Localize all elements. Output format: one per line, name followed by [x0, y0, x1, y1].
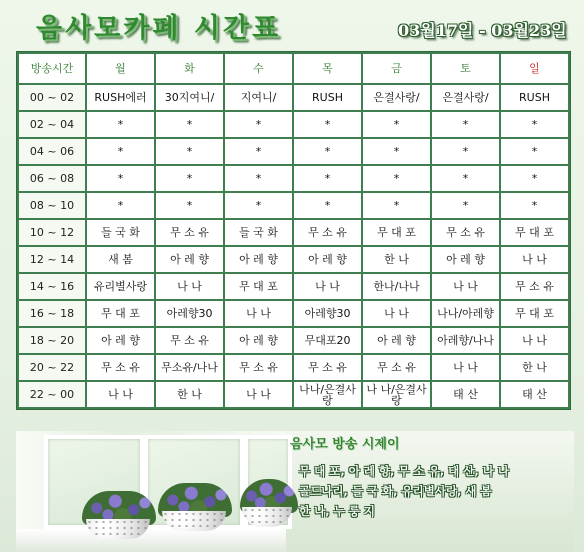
schedule-cell: 태 산 — [501, 382, 568, 407]
schedule-cell: 나 나 — [501, 247, 568, 272]
schedule-cell: 아레향/나나 — [432, 328, 499, 353]
time-slot: 06 ~ 08 — [19, 166, 85, 191]
schedule-cell: * — [294, 112, 361, 137]
header-day: 목 — [294, 54, 361, 83]
schedule-cell: 아 레 향 — [432, 247, 499, 272]
schedule-cell: 무 소 유 — [432, 220, 499, 245]
schedule-row — [19, 274, 568, 299]
schedule-cell: * — [87, 139, 154, 164]
schedule-cell: 무 소 유 — [87, 355, 154, 380]
schedule-cell: * — [87, 193, 154, 218]
schedule-cell: 들 국 화 — [225, 220, 292, 245]
schedule-row — [19, 112, 568, 137]
header-day: 토 — [432, 54, 499, 83]
time-slot: 02 ~ 04 — [19, 112, 85, 137]
schedule-cell: 무대포20 — [294, 328, 361, 353]
schedule-cell: * — [87, 112, 154, 137]
schedule-row — [19, 382, 568, 407]
schedule-cell: 무 대 포 — [501, 301, 568, 326]
schedule-cell: 나 나 — [225, 301, 292, 326]
schedule-cell: 나 나 — [225, 382, 292, 407]
schedule-cell: 무소유/나나 — [156, 355, 223, 380]
schedule-cell: * — [432, 139, 499, 164]
time-slot: 04 ~ 06 — [19, 139, 85, 164]
time-slot: 14 ~ 16 — [19, 274, 85, 299]
schedule-cell: * — [432, 193, 499, 218]
schedule-cell: * — [432, 112, 499, 137]
schedule-cell: * — [501, 193, 568, 218]
schedule-cell: * — [294, 193, 361, 218]
time-slot: 18 ~ 20 — [19, 328, 85, 353]
schedule-row — [19, 301, 568, 326]
schedule-cell: 나 나 — [87, 382, 154, 407]
schedule-cell: 은결사랑/ — [432, 85, 499, 110]
window-picture — [16, 431, 286, 552]
time-slot: 20 ~ 22 — [19, 355, 85, 380]
schedule-cell: 새 봄 — [87, 247, 154, 272]
schedule-cell: 무 소 유 — [156, 220, 223, 245]
time-slot: 10 ~ 12 — [19, 220, 85, 245]
schedule-table — [16, 51, 571, 410]
schedule-cell: * — [156, 139, 223, 164]
schedule-row — [19, 355, 568, 380]
schedule-cell: 지여니/ — [225, 85, 292, 110]
schedule-cell: 무 대 포 — [363, 220, 430, 245]
schedule-cell: 나 나 — [363, 301, 430, 326]
time-slot: 00 ~ 02 — [19, 85, 85, 110]
schedule-cell: 30지여니/ — [156, 85, 223, 110]
schedule-cell: 무 대 포 — [501, 220, 568, 245]
schedule-cell: * — [432, 166, 499, 191]
time-slot: 12 ~ 14 — [19, 247, 85, 272]
schedule-cell: * — [363, 139, 430, 164]
schedule-cell: 아 레 향 — [363, 328, 430, 353]
schedule-cell: 나 나 — [294, 274, 361, 299]
schedule-cell: 한 나 — [156, 382, 223, 407]
date-range: 03월17일 - 03월23일 — [398, 21, 567, 40]
schedule-cell: 나 나 — [156, 274, 223, 299]
schedule-cell: * — [87, 166, 154, 191]
schedule-cell: 무 대 포 — [225, 274, 292, 299]
schedule-cell: * — [363, 193, 430, 218]
schedule-row — [19, 166, 568, 191]
schedule-cell: * — [156, 193, 223, 218]
schedule-cell: 아 레 향 — [225, 247, 292, 272]
schedule-cell: 나 나 — [432, 355, 499, 380]
schedule-cell: 나 나 — [501, 328, 568, 353]
presenter-line: 한 나, 누 룽 지 — [299, 504, 375, 518]
schedule-cell: * — [501, 166, 568, 191]
time-slot: 22 ~ 00 — [19, 382, 85, 407]
schedule-row — [19, 328, 568, 353]
schedule-cell: 무 소 유 — [501, 274, 568, 299]
schedule-cell: * — [225, 193, 292, 218]
time-slot: 16 ~ 18 — [19, 301, 85, 326]
header-time-column: 방송시간 — [19, 54, 85, 83]
time-slot: 08 ~ 10 — [19, 193, 85, 218]
schedule-row — [19, 85, 568, 110]
presenter-line: 골드나리, 들 국 화, 유리별사랑, 새 봄 — [299, 484, 492, 498]
schedule-cell: 아 레 향 — [156, 247, 223, 272]
presenter-title: 음사모 방송 시제이 — [290, 437, 400, 452]
schedule-cell: RUSH — [294, 85, 361, 110]
schedule-cell: * — [363, 112, 430, 137]
schedule-cell: 아레향30 — [156, 301, 223, 326]
schedule-cell: RUSH — [501, 85, 568, 110]
schedule-cell: * — [225, 166, 292, 191]
schedule-cell: 유리별사랑 — [87, 274, 154, 299]
schedule-cell: * — [294, 166, 361, 191]
schedule-cell: RUSH에러 — [87, 85, 154, 110]
schedule-cell: 아레향30 — [294, 301, 361, 326]
schedule-cell: 무 소 유 — [156, 328, 223, 353]
header-day: 금 — [363, 54, 430, 83]
schedule-cell: 무 소 유 — [294, 355, 361, 380]
header-day: 수 — [225, 54, 292, 83]
schedule-row — [19, 247, 568, 272]
schedule-cell: * — [225, 139, 292, 164]
page-title: 음사모카페 시간표 — [36, 13, 282, 44]
schedule-cell: * — [294, 139, 361, 164]
schedule-cell: 한 나 — [501, 355, 568, 380]
presenter-list — [299, 461, 574, 521]
schedule-cell: 무 소 유 — [363, 355, 430, 380]
schedule-cell: * — [363, 166, 430, 191]
schedule-cell: 나 나 — [432, 274, 499, 299]
schedule-cell: 들 국 화 — [87, 220, 154, 245]
schedule-cell: 무 소 유 — [225, 355, 292, 380]
presenter-line: 무 대 포, 아 레 향, 무 소 유, 태 산, 나 나 — [299, 464, 509, 478]
header-day: 월 — [87, 54, 154, 83]
schedule-cell: 아 레 향 — [225, 328, 292, 353]
header-day: 화 — [156, 54, 223, 83]
schedule-cell: * — [156, 112, 223, 137]
schedule-cell: 무 소 유 — [294, 220, 361, 245]
schedule-cell: 한 나 — [363, 247, 430, 272]
schedule-cell: 무 대 포 — [87, 301, 154, 326]
schedule-cell: 아 레 향 — [87, 328, 154, 353]
presenter-panel — [16, 431, 574, 552]
schedule-row — [19, 220, 568, 245]
schedule-cell: * — [501, 139, 568, 164]
schedule-header-row — [19, 54, 568, 83]
schedule-row — [19, 139, 568, 164]
schedule-cell: 나나/은결사랑 — [294, 382, 361, 407]
schedule-cell: 한나/나나 — [363, 274, 430, 299]
schedule-cell: 태 산 — [432, 382, 499, 407]
schedule-cell: * — [225, 112, 292, 137]
schedule-cell: 아 레 향 — [294, 247, 361, 272]
header-day: 일 — [501, 54, 568, 83]
schedule-cell: 나나/아레향 — [432, 301, 499, 326]
schedule-cell: * — [156, 166, 223, 191]
schedule-row — [19, 193, 568, 218]
schedule-cell: 은결사랑/ — [363, 85, 430, 110]
schedule-cell: 나 나/은결사랑 — [363, 382, 430, 407]
schedule-cell: * — [501, 112, 568, 137]
